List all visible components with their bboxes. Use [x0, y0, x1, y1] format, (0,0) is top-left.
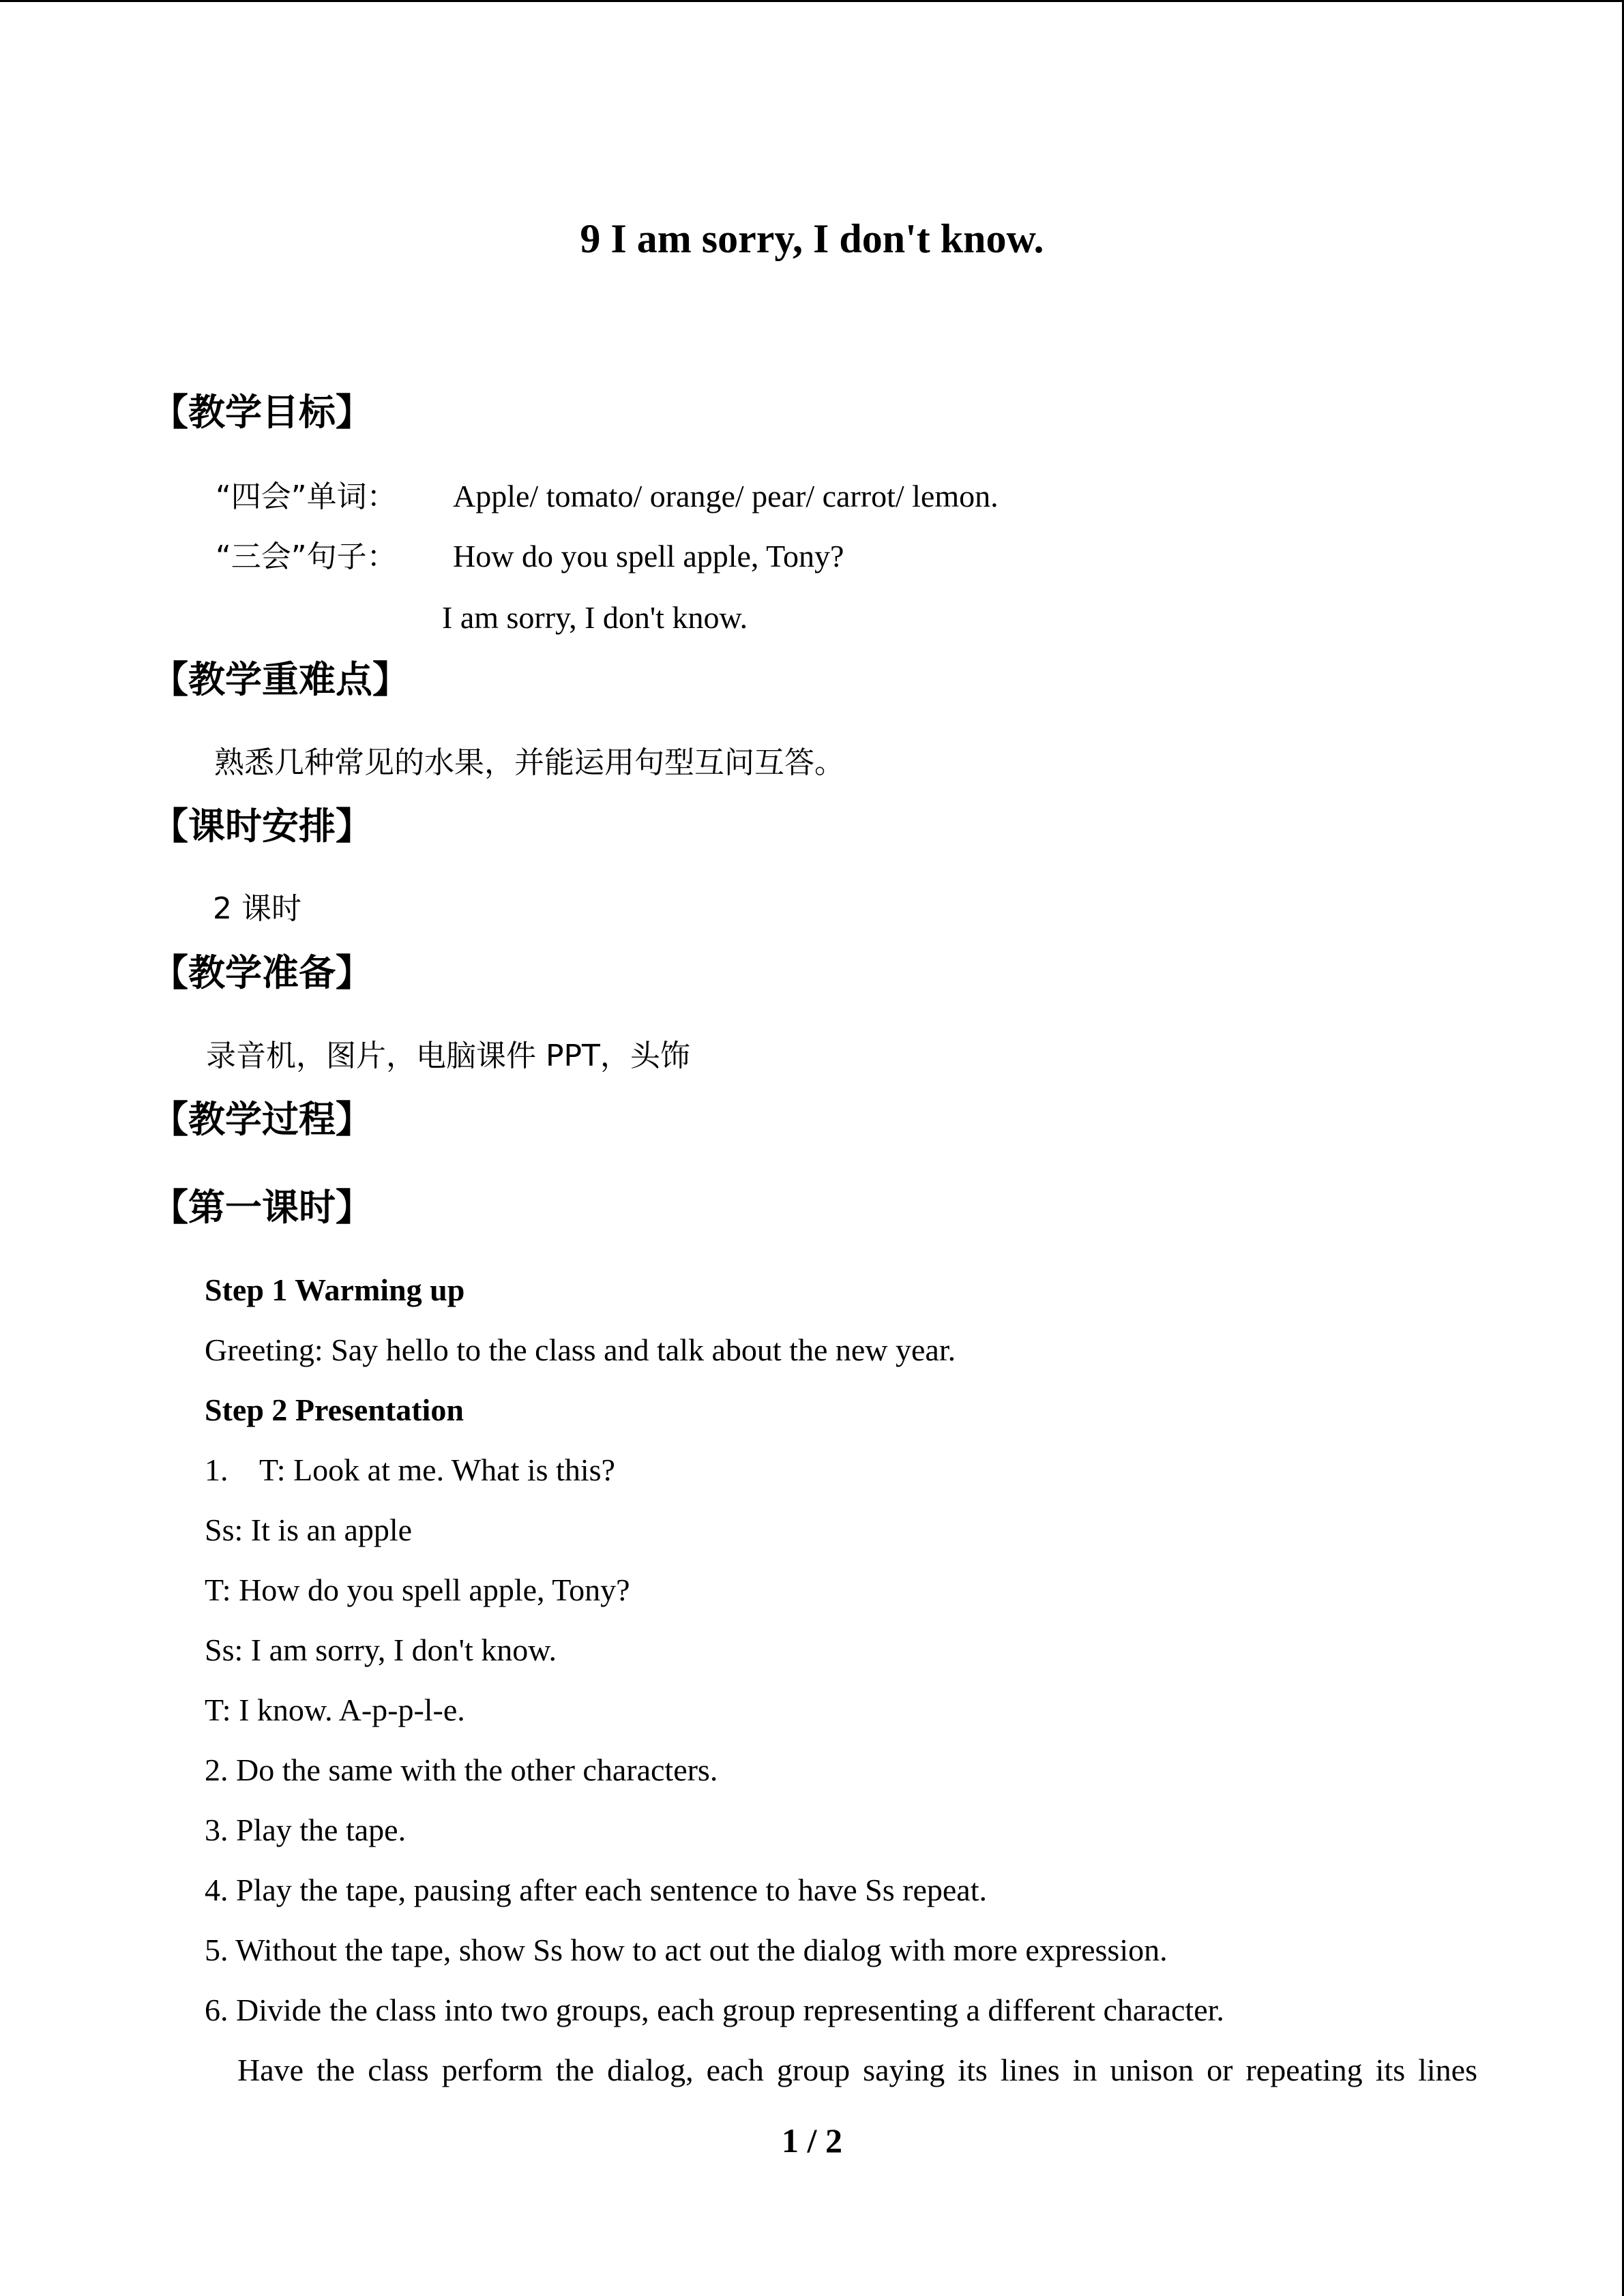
four-skill-label: “四会”单词： [216, 479, 397, 514]
step2-title: Step 2 Presentation [205, 1392, 464, 1427]
step2-list-item: 5. Without the tape, show Ss how to act out the dialog with more expression. [205, 1933, 1168, 1967]
heading-objectives: 【教学目标】 [151, 391, 372, 434]
step2-item-1 [205, 1449, 615, 1491]
heading-process: 【教学过程】 [151, 1098, 372, 1141]
step1-title: Step 1 Warming up [205, 1272, 465, 1307]
dialog-line: T: How do you spell apple, Tony? [205, 1572, 630, 1607]
page-border-top [0, 0, 1624, 2]
step2-list-item: 3. Play the tape. [205, 1813, 407, 1847]
dialog-line: Ss: I am sorry, I don't know. [205, 1632, 557, 1667]
dialog-line: Ss: It is an apple [205, 1512, 413, 1547]
heading-lesson-one: 【第一课时】 [151, 1186, 372, 1229]
item-number: 1. [205, 1452, 228, 1487]
step2-list-item: 4. Play the tape, pausing after each sentence to have Ss repeat. [205, 1873, 987, 1907]
heading-key-points: 【教学重难点】 [151, 658, 409, 701]
document-title: 9 I am sorry, I don't know. [580, 216, 1044, 261]
three-skill-sentence-line [216, 535, 844, 578]
step2-list-item: 2. Do the same with the other characters. [205, 1753, 718, 1787]
three-skill-sentence-2: I am sorry, I don't know. [442, 600, 748, 635]
schedule-text: 2 课时 [213, 891, 301, 926]
step1-text: Greeting: Say hello to the class and talk about the new year. [205, 1332, 956, 1367]
three-skill-sentence-1: How do you spell apple, Tony? [453, 539, 844, 573]
key-points-text: 熟悉几种常见的水果，并能运用句型互问互答。 [214, 745, 844, 780]
item-text: T: Look at me. What is this? [259, 1452, 615, 1487]
step2-list-item: 6. Divide the class into two groups, each group representing a different character. [205, 1993, 1224, 2027]
three-skill-label: “三会”句子： [216, 539, 397, 574]
preparation-text: 录音机，图片，电脑课件 PPT，头饰 [206, 1039, 690, 1073]
four-skill-words: Apple/ tomato/ orange/ pear/ carrot/ lemon. [453, 479, 999, 513]
dialog-line: T: I know. A-p-p-l-e. [205, 1693, 465, 1727]
step2-continuation: Have the class perform the dialog, each group saying its lines in unison or repeating its lines [237, 2053, 1477, 2087]
heading-preparation: 【教学准备】 [151, 951, 372, 994]
heading-schedule: 【课时安排】 [151, 805, 372, 848]
four-skill-words-line [216, 475, 999, 518]
page-indicator: 1 / 2 [782, 2121, 842, 2160]
